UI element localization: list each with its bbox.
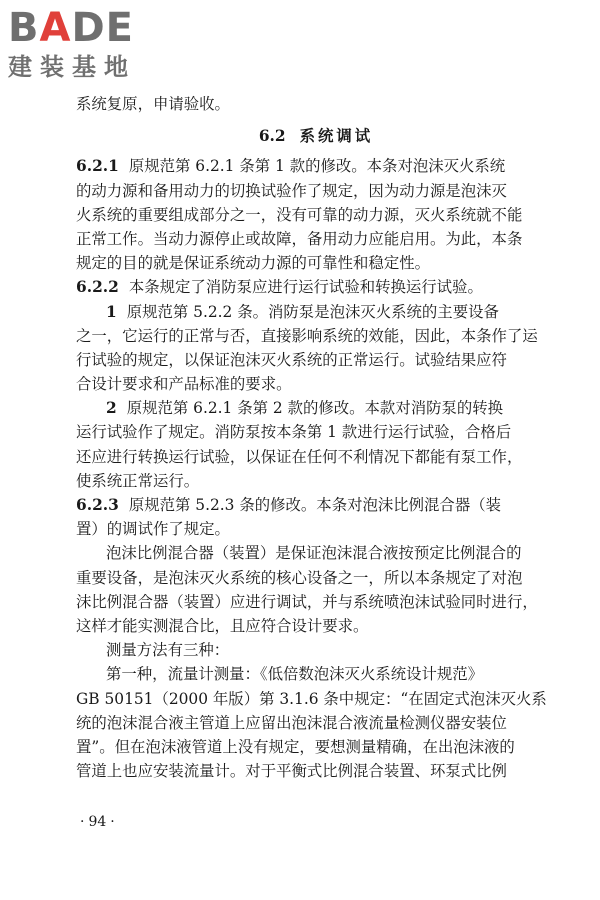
clause-number: 6.2.3 xyxy=(76,496,119,514)
item-2-line: 运行试验作了规定。消防泵按本条第 1 款进行运行试验，合格后 xyxy=(76,423,512,442)
logo-letter-a: A xyxy=(39,5,72,51)
logo xyxy=(8,6,178,82)
paragraph-line: 泡沫比例混合器（装置）是保证泡沫混合液按预定比例混合的 xyxy=(106,544,522,563)
clause-number: 6.2.1 xyxy=(76,157,119,176)
item-2-line xyxy=(76,396,556,420)
clause-6-2-1-line xyxy=(76,154,556,178)
paragraph-line: GB 50151（2000 年版）第 3.1.6 条中规定：“在固定式泡沫灭火系 xyxy=(76,689,547,708)
item-1-line xyxy=(76,300,556,324)
clause-6-2-1-line: 的动力源和备用动力的切换试验作了规定，因为动力源是泡沫灭 xyxy=(76,181,507,200)
clause-number: 6.2.2 xyxy=(76,278,119,297)
paragraph-line: 统的泡沫混合液主管道上应留出泡沫混合液流量检测仪器安装位 xyxy=(76,713,507,732)
document-body xyxy=(76,92,556,783)
logo-subtitle: 建装基地 xyxy=(8,53,136,81)
page-number-value: 94 xyxy=(88,814,107,830)
clause-6-2-2-line xyxy=(76,275,556,299)
paragraph-line: 这样才能实测混合比，且应符合设计要求。 xyxy=(76,616,369,635)
paragraph-line: 重要设备，是泡沫灭火系统的核心设备之一，所以本条规定了对泡 xyxy=(76,568,523,587)
paragraph-line: 置”。但在泡沫液管道上没有规定，要想测量精确，在出泡沫液的 xyxy=(76,737,515,756)
paragraph-line: 沫比例混合器（装置）应进行调试，并与系统喷泡沫试验同时进行， xyxy=(76,592,538,611)
item-1-line: 合设计要求和产品标准的要求。 xyxy=(76,375,292,394)
logo-letters-de: DE xyxy=(71,5,134,51)
section-number: 6.2 xyxy=(258,127,286,146)
paragraph-line: 测量方法有三种： xyxy=(106,641,230,660)
clause-6-2-3-line xyxy=(76,493,556,517)
clause-6-2-3-line: 置）的调试作了规定。 xyxy=(76,520,230,539)
clause-6-2-1-line: 规定的目的就是保证系统动力源的可靠性和稳定性。 xyxy=(76,254,430,273)
page-dot-left: · xyxy=(80,814,85,830)
item-1-line: 行试验的规定，以保证泡沫灭火系统的正常运行。试验结果应符 xyxy=(76,350,507,369)
item-2-line: 使系统正常运行。 xyxy=(76,471,200,490)
section-title: 系统调试 xyxy=(299,127,374,146)
paragraph-line: 第一种，流量计测量：《低倍数泡沫灭火系统设计规范》 xyxy=(106,665,484,684)
item-text: 原规范第 5.2.2 条。消防泵是泡沫灭火系统的主要设备 xyxy=(126,302,499,321)
item-text: 原规范第 6.2.1 条第 2 款的修改。本款对消防泵的转换 xyxy=(126,399,504,418)
item-1-line: 之一，它运行的正常与否，直接影响系统的效能，因此，本条作了运 xyxy=(76,326,538,345)
intro-line: 系统复原，申请验收。 xyxy=(76,95,230,113)
clause-text: 原规范第 6.2.1 条第 1 款的修改。本条对泡沫灭火系统 xyxy=(128,157,506,176)
clause-text: 原规范第 5.2.3 条的修改。本条对泡沫比例混合器（装 xyxy=(128,496,501,514)
clause-6-2-1-line: 火系统的重要组成部分之一，没有可靠的动力源，灭火系统就不能 xyxy=(76,205,523,224)
page-dot-right: · xyxy=(110,814,115,830)
page-number xyxy=(76,814,119,830)
logo-letter-b: B xyxy=(8,5,40,51)
item-2-line: 还应进行转换运行试验，以保证在任何不利情况下都能有泵工作， xyxy=(76,447,523,466)
paragraph-line: 管道上也应安装流量计。对于平衡式比例混合装置、环泵式比例 xyxy=(76,762,507,781)
clause-text: 本条规定了消防泵应进行运行试验和转换运行试验。 xyxy=(128,278,483,297)
item-number: 2 xyxy=(106,399,117,418)
clause-6-2-1-line: 正常工作。当动力源停止或故障，备用动力应能启用。为此，本条 xyxy=(76,229,523,248)
logo-wordmark xyxy=(8,6,178,50)
section-heading xyxy=(76,124,556,148)
item-number: 1 xyxy=(106,302,117,321)
